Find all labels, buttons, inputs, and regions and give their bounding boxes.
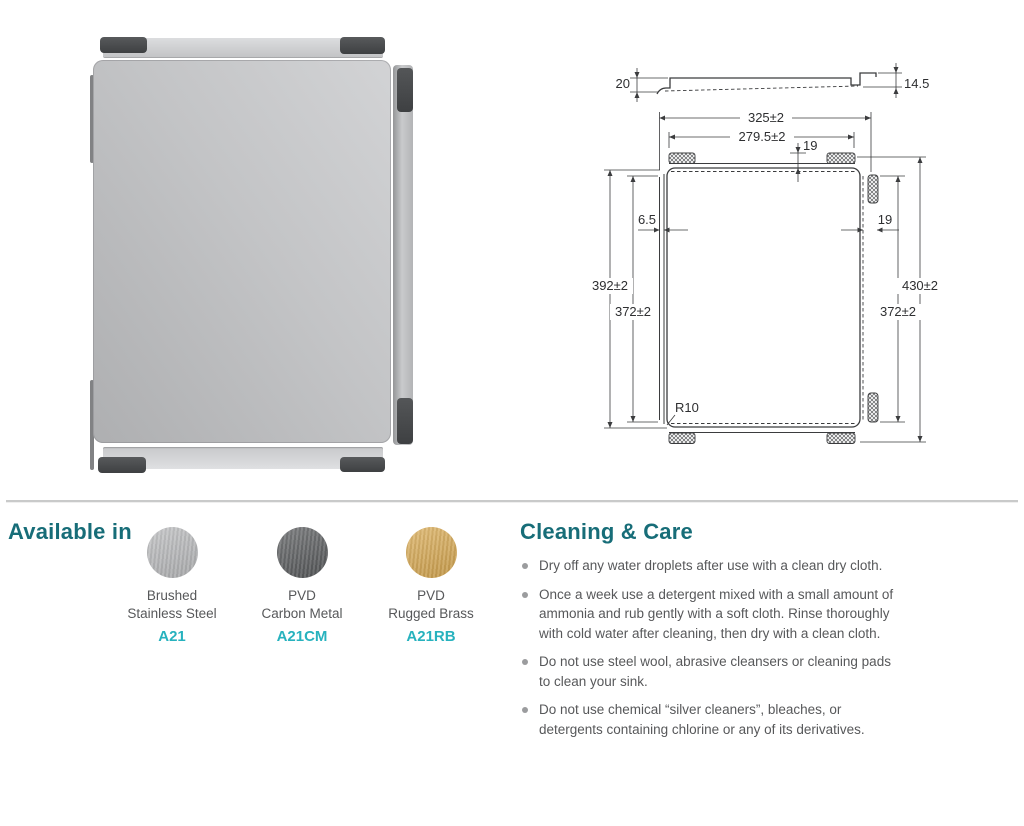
dim-overall-width: 325±2 — [747, 110, 785, 125]
product-board-surface — [93, 60, 391, 443]
dim-right-inner-length: 372±2 — [879, 304, 917, 319]
product-corner-pad-top-right — [340, 37, 385, 54]
dimension-drawing — [580, 40, 1020, 472]
dimension-lines — [604, 112, 926, 442]
finish-name-line2: Stainless Steel — [127, 606, 217, 621]
finish-code: A21 — [158, 628, 186, 645]
product-corner-pad-bottom-left — [98, 457, 146, 473]
care-list-item — [520, 556, 904, 576]
dim-corner-radius: R10 — [675, 400, 699, 415]
product-corner-pad-bottom-right — [340, 457, 385, 472]
grip-pads — [669, 153, 878, 444]
finish-swatch-carbon — [277, 527, 328, 578]
finish-name-line1: PVD — [288, 588, 316, 603]
finish-name-line1: Brushed — [146, 588, 198, 603]
dimension-drawing-svg — [580, 40, 1020, 472]
dim-edge-height: 14.5 — [904, 76, 930, 91]
dim-thickness: 20 — [615, 76, 630, 91]
finish-code: A21RB — [406, 628, 456, 645]
finish-name-line2: Rugged Brass — [388, 606, 474, 621]
product-corner-pad-top-left — [100, 37, 147, 53]
finish-option-a21 — [107, 527, 237, 645]
bullet-icon — [522, 592, 528, 598]
finish-name — [237, 587, 367, 623]
dim-pad-inset-top: 19 — [803, 138, 818, 153]
finish-name — [366, 587, 496, 623]
product-photo — [85, 30, 417, 476]
finish-swatch-brass — [406, 527, 457, 578]
available-in-heading: Available in — [8, 519, 132, 544]
finish-name-line1: PVD — [417, 588, 445, 603]
care-list-item — [520, 652, 904, 691]
bullet-icon — [522, 563, 528, 569]
finish-swatch-stainless — [147, 527, 198, 578]
cleaning-care-heading: Cleaning & Care — [520, 519, 693, 544]
dim-left-inner-length: 372±2 — [614, 304, 652, 319]
dim-pad-inset-right: 19 — [877, 212, 893, 227]
finish-code: A21CM — [276, 628, 328, 645]
dim-left-outer-length: 392±2 — [591, 278, 629, 293]
side-profile-view — [630, 63, 902, 102]
dim-right-outer-length: 430±2 — [901, 278, 939, 293]
care-list-item — [520, 700, 904, 739]
bullet-icon — [522, 659, 528, 665]
product-rail-pad-bottom — [397, 398, 413, 444]
care-item-text: Dry off any water droplets after use with a clean dry cloth. — [539, 558, 883, 573]
dim-pad-span-width: 279.5±2 — [738, 129, 786, 144]
care-item-text: Do not use steel wool, abrasive cleansers or cleaning pads to clean your sink. — [539, 654, 891, 689]
finish-option-a21rb — [366, 527, 496, 645]
cleaning-care-list — [520, 556, 904, 748]
care-item-text: Do not use chemical “silver cleaners”, bleaches, or detergents containing chlorine or any of its derivatives. — [539, 702, 865, 737]
bullet-icon — [522, 707, 528, 713]
finish-name — [107, 587, 237, 623]
section-divider — [6, 500, 1018, 502]
top-view-outline — [660, 164, 864, 433]
dim-lip-offset: 6.5 — [637, 212, 657, 227]
care-item-text: Once a week use a detergent mixed with a small amount of ammonia and rub gently with a soft cloth. Rinse thoroughly with cold water after cleaning, then dry with a clean cloth. — [539, 586, 894, 641]
care-list-item — [520, 585, 904, 644]
product-rail-pad-top — [397, 68, 413, 112]
product-right-rail — [393, 65, 413, 445]
finish-name-line2: Carbon Metal — [261, 606, 343, 621]
finish-option-a21cm — [237, 527, 367, 645]
